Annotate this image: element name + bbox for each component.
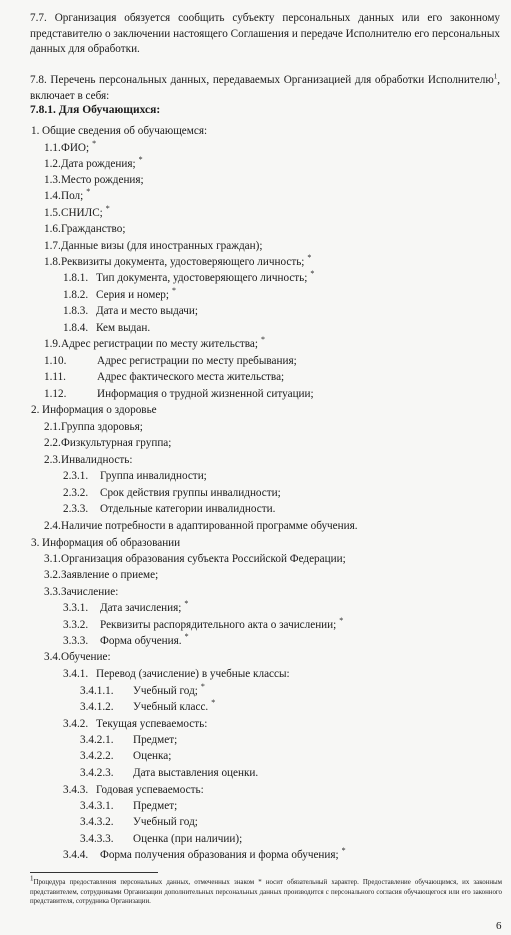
list-item-number: 1.8.: [44, 256, 61, 268]
footnote-text: Процедура предоставления персональных данных, отмеченных знаком * носит обязательный характер. Предоставление обучающимся, их законным представителем, сотрудниками Организации дополнительных персональных данных производится с персонального согласия обучающегося или его законного представителя, сотрудника Организации.: [30, 879, 502, 906]
list-item-text: Гражданство;: [61, 223, 126, 235]
list-item-text: Учебный класс.: [133, 701, 209, 713]
required-mark: *: [92, 139, 97, 148]
required-mark: *: [184, 599, 189, 608]
list-item-text: Учебный год;: [133, 816, 198, 828]
list-item-text: Организация образования субъекта Российской Федерации;: [61, 553, 346, 565]
list-item-text: Предмет;: [133, 734, 178, 746]
list-item-number: 1.7.: [44, 240, 61, 252]
list-item-text: Оценка (при наличии);: [133, 833, 243, 845]
list-item-number: 3.4.3.2.: [80, 816, 114, 828]
list-item-number: 1.8.4.: [63, 322, 89, 334]
list-item-text: Реквизиты документа, удостоверяющего личность;: [61, 256, 305, 268]
list-item-text: Обучение:: [61, 651, 111, 663]
list-item-number: 3.3.2.: [63, 619, 89, 631]
list-item-number: 3.4.2.1.: [80, 734, 114, 746]
required-mark: *: [339, 616, 344, 625]
list-item-number: 3.1.: [44, 553, 61, 565]
list-item-text: Наличие потребности в адаптированной программе обучения.: [61, 520, 358, 532]
list-item-number: 1.6.: [44, 223, 61, 235]
required-mark: *: [105, 204, 110, 213]
list-item-number: 1.8.3.: [63, 305, 89, 317]
required-mark: *: [310, 269, 315, 278]
list-item-text: Дата и место выдачи;: [96, 305, 199, 317]
list-item-text: Учебный год;: [133, 685, 198, 697]
list-item-text: Информация о трудной жизненной ситуации;: [97, 388, 314, 400]
list-item-number: 1.8.1.: [63, 272, 89, 284]
list-item-number: 3.4.2.3.: [80, 767, 114, 779]
list-item-text: Перевод (зачисление) в учебные классы:: [96, 668, 290, 680]
list-item-text: Группа здоровья;: [61, 421, 143, 433]
list-item-number: 1.9.: [44, 338, 61, 350]
list-item-number: 2.: [31, 404, 40, 416]
list-item-text: Данные визы (для иностранных граждан);: [61, 240, 263, 252]
list-item-text: Текущая успеваемость:: [96, 718, 208, 730]
list-item-number: 2.3.2.: [63, 487, 89, 499]
list-item-number: 3.3.3.: [63, 635, 89, 647]
list-item-text: Дата рождения;: [61, 158, 136, 170]
list-item-text: Кем выдан.: [96, 322, 151, 334]
required-mark: *: [172, 286, 176, 295]
list-item-number: 1.10.: [44, 355, 67, 367]
list-item-text: Физкультурная группа;: [61, 437, 172, 449]
list-item-text: Адрес регистрации по месту пребывания;: [97, 355, 297, 367]
list-item-number: 1.: [31, 125, 40, 137]
list-item-number: 1.1.: [44, 142, 61, 154]
required-mark: *: [341, 846, 346, 855]
required-mark: *: [184, 632, 189, 641]
section-heading: 7.8.1. Для Обучающихся:: [30, 104, 161, 116]
list-item-number: 2.2.: [44, 437, 61, 449]
list-item-number: 3.4.3.: [63, 784, 89, 796]
list-item-text: Дата зачисления;: [100, 602, 182, 614]
list-item-number: 3.4.3.3.: [80, 833, 114, 845]
footnote-ref: 1: [493, 72, 498, 81]
list-item-number: 3.4.1.1.: [80, 685, 114, 697]
list-item-text: Тип документа, удостоверяющего личность;: [96, 272, 308, 284]
list-item-number: 3.2.: [44, 569, 61, 581]
list-item-text: Группа инвалидности;: [100, 470, 207, 482]
list-item-text: Адрес регистрации по месту жительства;: [61, 338, 258, 350]
list-item-text: Дата выставления оценки.: [133, 767, 259, 779]
list-item-number: 3.3.: [44, 586, 61, 598]
paragraph-7-7: 7.7. Организация обязуется сообщить субъекту персональных данных или его законному представителю о заключении настоящего Соглашения и передаче Исполнителю его персональных данных для обработки.: [30, 12, 500, 56]
required-mark: *: [200, 682, 205, 691]
list-item-text: Информация об образовании: [42, 537, 181, 549]
list-item-text: Серия и номер;: [96, 289, 169, 301]
list-item-text: Место рождения;: [61, 174, 144, 186]
list-item-number: 3.: [31, 537, 40, 549]
list-item-text: Форма обучения.: [100, 635, 182, 647]
footnote: [30, 874, 502, 907]
list-item-number: 1.5.: [44, 207, 61, 219]
list-item-number: 3.4.1.2.: [80, 701, 114, 713]
required-mark: *: [211, 698, 216, 707]
list-item-number: 1.3.: [44, 174, 61, 186]
list-item-number: 3.4.4.: [63, 849, 89, 861]
required-mark: *: [86, 187, 91, 196]
list-item-text: Форма получения образования и форма обучения;: [100, 849, 339, 861]
list-item-text: СНИЛС;: [61, 207, 103, 219]
list-item-number: 3.4.2.: [63, 718, 89, 730]
list-item-text: Отдельные категории инвалидности.: [100, 503, 276, 515]
required-mark: *: [138, 155, 143, 164]
list-item-number: 2.3.1.: [63, 470, 89, 482]
list-item-text: ФИО;: [61, 142, 90, 154]
list-item-text: Заявление о приеме;: [61, 569, 159, 581]
page-number: 6: [496, 920, 502, 932]
list-item-number: 2.3.: [44, 454, 61, 466]
list-item-number: 3.3.1.: [63, 602, 89, 614]
required-mark: *: [260, 335, 265, 344]
list-item-number: 1.11.: [44, 371, 66, 383]
list-item-text: Реквизиты распорядительного акта о зачислении;: [100, 619, 337, 631]
list-item-number: 3.4.2.2.: [80, 750, 114, 762]
list-item-text: Срок действия группы инвалидности;: [100, 487, 281, 499]
list-item-number: 1.4.: [44, 190, 61, 202]
list-item-number: 2.3.3.: [63, 503, 89, 515]
list-item-number: 1.2.: [44, 158, 61, 170]
list-item-text: Адрес фактического места жительства;: [97, 371, 285, 383]
list-item-text: Предмет;: [133, 800, 178, 812]
list-item-number: 1.12.: [44, 388, 67, 400]
list-item-text: Общие сведения об обучающемся:: [42, 125, 208, 137]
list-item-number: 2.1.: [44, 421, 61, 433]
paragraph-7-8-tail: , включает в себя:: [30, 74, 500, 102]
list-item-number: 1.8.2.: [63, 289, 89, 301]
list-item-text: Пол;: [61, 190, 84, 202]
list-item-text: Годовая успеваемость:: [96, 784, 204, 796]
list-item-number: 3.4.1.: [63, 668, 89, 680]
list-item-text: Информация о здоровье: [42, 404, 157, 416]
list-item-number: 2.4.: [44, 520, 61, 532]
list-item-text: Инвалидность:: [61, 454, 133, 466]
footnote-divider: [30, 872, 158, 873]
paragraph-7-8-text: 7.8. Перечень персональных данных, передаваемых Организацией для обработки Исполнителю: [30, 74, 494, 86]
list-item-number: 3.4.3.1.: [80, 800, 114, 812]
footnote-marker: 1: [30, 874, 34, 883]
list-item-text: Зачисление:: [61, 586, 119, 598]
list-item-text: Оценка;: [133, 750, 172, 762]
list-item-number: 3.4.: [44, 651, 61, 663]
required-mark: *: [307, 253, 312, 262]
